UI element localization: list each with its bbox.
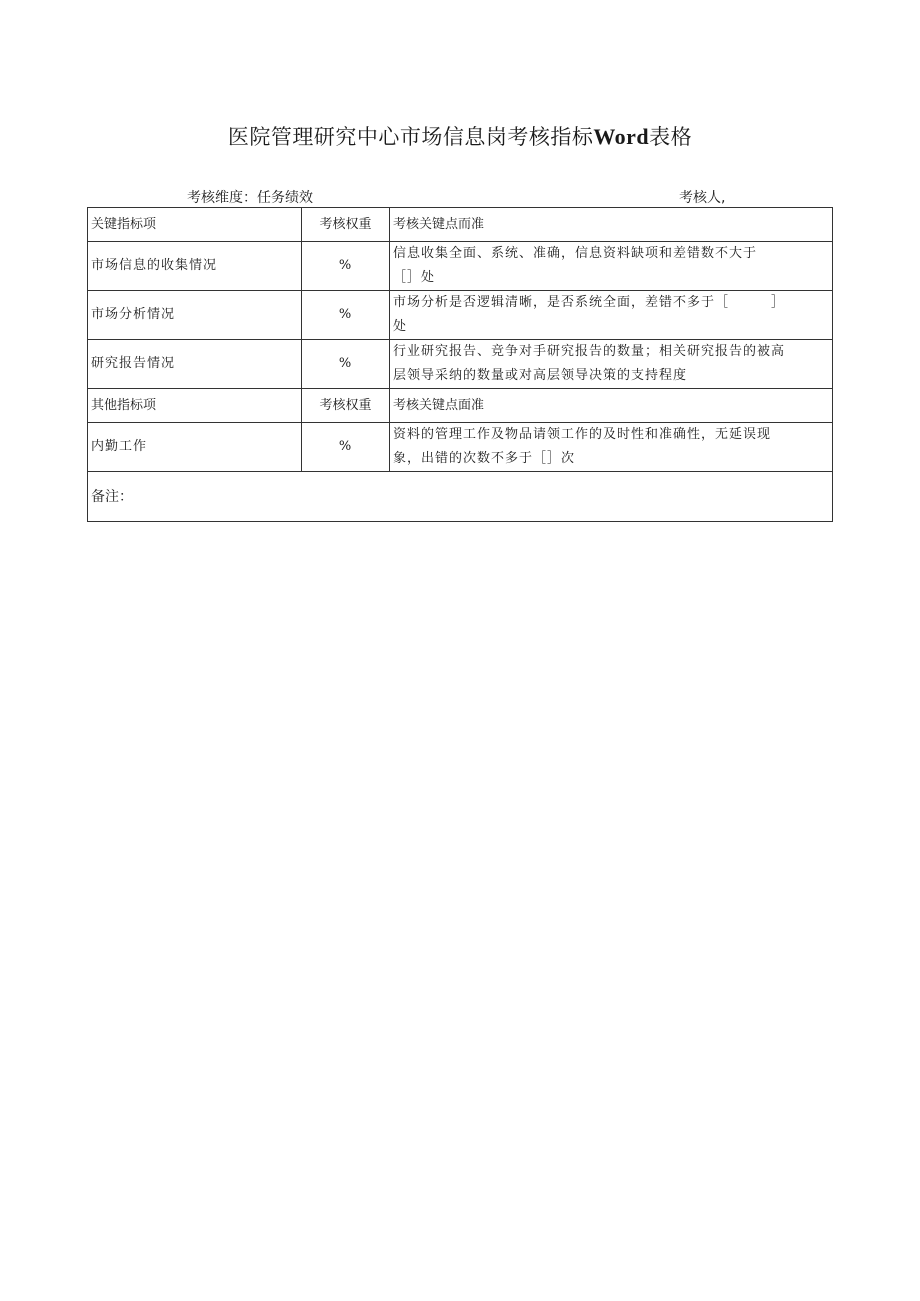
criteria-line: 象，出错的次数不多于［］次 (393, 451, 576, 466)
criteria-line: ［］处 (393, 270, 436, 285)
criteria-column-header: 考核关键点面准 (390, 389, 833, 423)
assessment-dimension: 考核维度：任务绩效 (187, 190, 313, 206)
key-indicator-header-row (88, 208, 833, 242)
criteria-line: 资料的管理工作及物品请领工作的及时性和准确性，无延误现 (393, 427, 772, 442)
table-row (88, 242, 833, 291)
weight-value: % (302, 423, 390, 472)
table-row (88, 340, 833, 389)
other-indicator-header-row (88, 389, 833, 423)
title-suffix: 表格 (649, 125, 693, 149)
title-chinese: 医院管理研究中心市场信息岗考核指标 (227, 125, 594, 149)
document-title (0, 122, 920, 152)
weight-value: % (302, 291, 390, 340)
notes-label: 备注： (88, 472, 833, 522)
key-indicator-column-header: 关键指标项 (88, 208, 302, 242)
criteria-line: 信息收集全面、系统、准确，信息资料缺项和差错数不大于 (393, 246, 758, 261)
notes-row (88, 472, 833, 522)
indicator-name: 市场分析情况 (88, 291, 302, 340)
table-row (88, 291, 833, 340)
weight-value: % (302, 242, 390, 291)
criteria-line: 层领导采纳的数量或对高层领导决策的支持程度 (393, 368, 688, 383)
criteria-text (390, 423, 833, 472)
indicator-name: 研究报告情况 (88, 340, 302, 389)
weight-column-header: 考核权重 (302, 389, 390, 423)
assessment-table (87, 207, 833, 522)
table-row (88, 423, 833, 472)
criteria-line: 市场分析是否逻辑清晰，是否系统全面，差错不多于［ ］ (393, 295, 786, 310)
assessor-label: 考核人, (679, 190, 726, 206)
criteria-text (390, 340, 833, 389)
criteria-line: 处 (393, 319, 408, 334)
indicator-name: 市场信息的收集情况 (88, 242, 302, 291)
title-latin: Word (593, 124, 650, 149)
criteria-column-header: 考核关键点而准 (390, 208, 833, 242)
weight-column-header: 考核权重 (302, 208, 390, 242)
other-indicator-column-header: 其他指标项 (88, 389, 302, 423)
indicator-name: 内勤工作 (88, 423, 302, 472)
criteria-line: 行业研究报告、竞争对手研究报告的数量；相关研究报告的被高 (393, 344, 786, 359)
weight-value: % (302, 340, 390, 389)
criteria-text (390, 242, 833, 291)
criteria-text (390, 291, 833, 340)
